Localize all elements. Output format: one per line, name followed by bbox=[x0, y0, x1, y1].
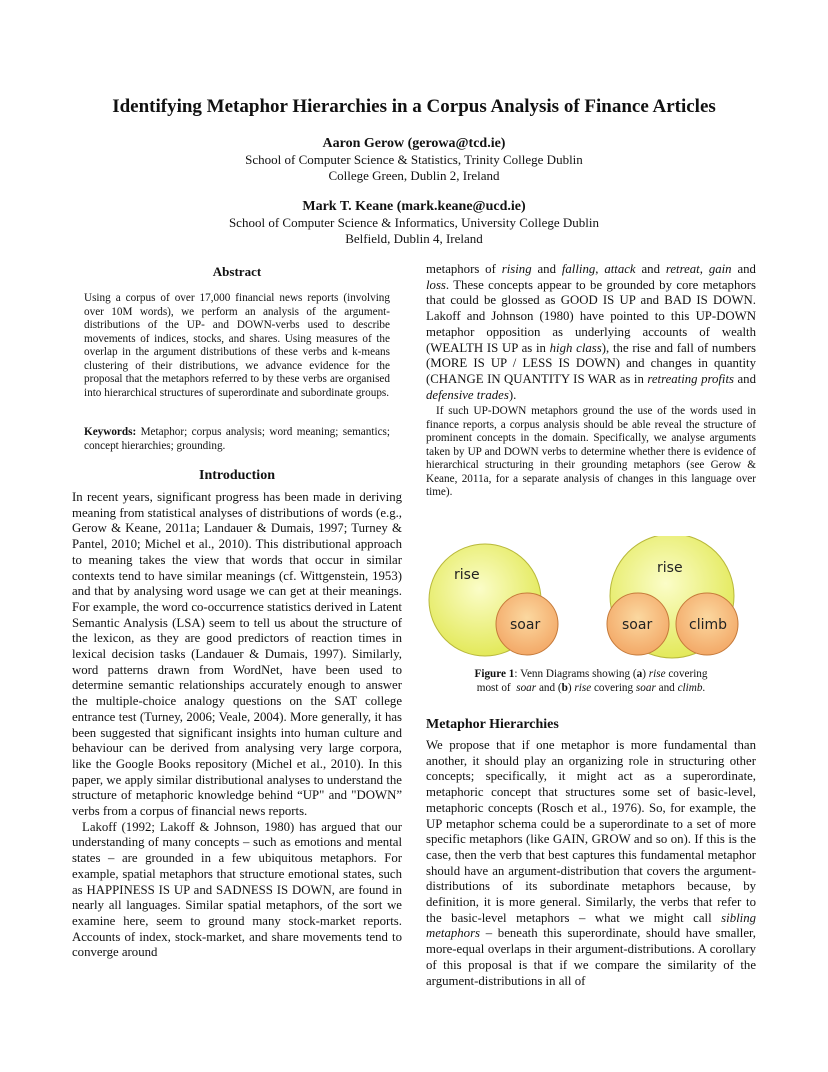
metaphor-hierarchies-body bbox=[426, 738, 756, 989]
right-column-top bbox=[426, 262, 756, 500]
author-block-2 bbox=[40, 199, 788, 247]
author-name: Mark T. Keane (mark.keane@ucd.ie) bbox=[302, 199, 526, 214]
venn-b-label-climb: climb bbox=[689, 617, 728, 633]
introduction-body bbox=[72, 490, 402, 961]
metaphor-hierarchies-heading: Metaphor Hierarchies bbox=[426, 717, 559, 732]
author-address: College Green, Dublin 2, Ireland bbox=[328, 168, 500, 183]
paper-title: Identifying Metaphor Hierarchies in a Corpus Analysis of Finance Articles bbox=[112, 96, 716, 117]
figure-caption: Figure 1: Venn Diagrams showing (a) rise covering most of soar and (b) rise covering soar and climb. bbox=[474, 668, 708, 694]
author-address: Belfield, Dublin 4, Ireland bbox=[345, 231, 483, 246]
venn-svg bbox=[426, 536, 756, 666]
introduction-heading: Introduction bbox=[199, 468, 275, 483]
intro-paragraph-1: In recent years, significant progress has been made in deriving meaning from statistical analyses of distributions of words (e.g., Gerow & Keane, 2011a; Landauer & Dumais, 1997; Turney & Pantel, 2010; Michel et al., 2010). This distributional approach to meaning takes the view that words that occur in similar contexts tend to have similar meanings (cf. Wittgenstein, 1953) and that by analysing word usage we can get at their meanings. For example, the word co-occurrence statistics derived in Latent Semantic Analysis (LSA) seem to tell us about the structure of the lexicon, as they are good predictors of reaction times in lexical decision tasks (Landauer & Dumais, 1997). Similarly, word patterns drawn from WordNet, have been used to determine semantic relationships accurately enough to answer the multiple-choice analogy questions on the SAT college entrance test (Turney, 2006; Veale, 2004). More generally, it has been suggested that significant insights into human culture and behaviour can be derived from analysing very large corpora, like the Google Books repository (Michel et al., 2010). In this paper, we apply similar distributional analyses to understand the structure of metaphoric knowledge behind “UP" and "DOWN” verbs from a corpus of financial news reports. bbox=[72, 490, 402, 819]
abstract-text: Using a corpus of over 17,000 financial news reports (involving over 10M words), we perform an analysis of the argument-distributions of the UP- and DOWN-verbs used to describe movements of indices, stocks, and shares. Using measures of the overlap in the argument distributions of these verbs and k-means clustering of their distributions, we advance evidence for the proposal that the metaphors referred to by these verbs are organised into hierarchical structures of superordinate and subordinate groups. bbox=[84, 292, 390, 399]
author-affiliation: School of Computer Science & Statistics, Trinity College Dublin bbox=[245, 152, 583, 167]
keywords-text: Metaphor; corpus analysis; word meaning; semantics; concept hierarchies; grounding. bbox=[84, 426, 391, 452]
author-affiliation: School of Computer Science & Informatics, University College Dublin bbox=[228, 215, 600, 230]
abstract-heading: Abstract bbox=[212, 264, 262, 279]
figure-venn-diagrams bbox=[426, 536, 756, 666]
venn-a-label-soar: soar bbox=[510, 617, 541, 633]
keywords bbox=[84, 426, 390, 453]
author-name: Aaron Gerow (gerowa@tcd.ie) bbox=[322, 136, 506, 151]
keywords-label: Keywords: bbox=[84, 426, 137, 438]
intro-paragraph-2: Lakoff (1992; Lakoff & Johnson, 1980) has argued that our understanding of many concepts – such as emotions and mental states – are grounded in a few ubiquitous metaphors. For example, spatial metaphors that structure emotional states, such as HAPPINESS IS UP and SADNESS IS DOWN, are found in nearly all languages. Similar spatial metaphors, of the sort we examine here, seem to ground many stock-market reports. Accounts of index, stock-market, and share movements tend to converge around bbox=[72, 819, 402, 960]
venn-b-label-soar: soar bbox=[622, 617, 653, 633]
venn-b-label-rise: rise bbox=[657, 560, 683, 576]
right-paragraph-1: metaphors of rising and falling, attack and retreat, gain and loss. These concepts appear to be grounded by core metaphors that could be glossed as GOOD IS UP and BAD IS DOWN. Lakoff and Johnson (1980) have pointed to this UP-DOWN metaphor opposition as underlying accounts of wealth (WEALTH IS UP as in high class), the rise and fall of numbers (MORE IS UP / LESS IS DOWN) and changes in quantity (CHANGE IN QUANTITY IS WAR as in retreating profits and defensive trades). bbox=[426, 262, 756, 402]
venn-a-label-rise: rise bbox=[454, 567, 480, 583]
right-paragraph-2: If such UP-DOWN metaphors ground the use of the words used in finance reports, a corpus analysis should be able reveal the structure of prominent concepts in the domain. Specifically, we analyse arguments taken by UP and DOWN verbs to determine whether there is evidence of hierarchical structuring in their grounding metaphors (see Gerow & Keane, 2011a, for a separate analysis of changes in this language over time). bbox=[426, 405, 756, 499]
author-block-1 bbox=[40, 136, 788, 184]
mh-paragraph-1: We propose that if one metaphor is more fundamental than another, it should play an organizing role in structuring other concepts; specifically, it might act as a superordinate, metaphoric concept that structures some set of basic-level, metaphoric concepts (Rosch et al., 1976). So, for example, the UP metaphor schema could be a superordinate to a set of more specific metaphors (like GAIN, GROW and so on). If this is the case, then the verb that best captures this fundamental metaphor should have an argument-distribution that covers the argument-distributions of its subordinate metaphors because, by definition, it is more general. Similarly, the verbs that refer to the basic-level metaphors – what we might call sibling metaphors – beneath this superordinate, should have smaller, more-equal overlaps in their argument-distributions. A corollary of this proposal is that if we compare the similarity of the argument-distributions in all of bbox=[426, 738, 756, 988]
